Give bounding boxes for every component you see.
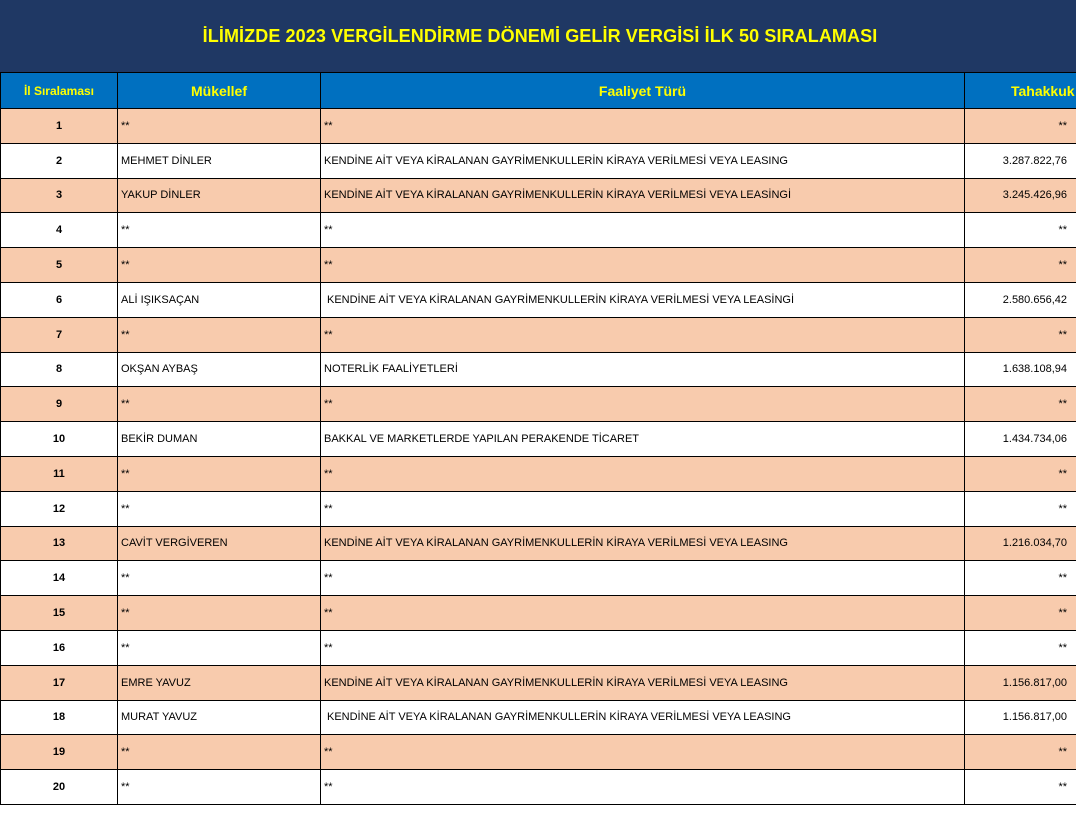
activity-cell[interactable]: **: [321, 109, 965, 144]
amount-cell[interactable]: **: [965, 317, 1076, 352]
rank-cell[interactable]: 12: [1, 491, 118, 526]
taxpayer-cell[interactable]: ALİ IŞIKSAÇAN: [118, 282, 321, 317]
taxpayer-cell[interactable]: **: [118, 735, 321, 770]
table-row: [1, 143, 1076, 178]
activity-cell[interactable]: **: [321, 317, 965, 352]
amount-cell[interactable]: 1.434.734,06: [965, 422, 1076, 457]
table-row: [1, 735, 1076, 770]
table-row: [1, 178, 1076, 213]
activity-cell[interactable]: KENDİNE AİT VEYA KİRALANAN GAYRİMENKULLERİN KİRAYA VERİLMESİ VEYA LEASİNGİ: [321, 178, 965, 213]
taxpayer-cell[interactable]: MURAT YAVUZ: [118, 700, 321, 735]
amount-cell[interactable]: **: [965, 770, 1076, 805]
amount-cell[interactable]: **: [965, 109, 1076, 144]
table-row: [1, 282, 1076, 317]
rank-cell[interactable]: 20: [1, 770, 118, 805]
table-row: [1, 352, 1076, 387]
activity-cell[interactable]: **: [321, 630, 965, 665]
rank-cell[interactable]: 14: [1, 561, 118, 596]
activity-cell[interactable]: **: [321, 387, 965, 422]
taxpayer-cell[interactable]: **: [118, 213, 321, 248]
amount-cell[interactable]: **: [965, 596, 1076, 631]
rank-cell[interactable]: 1: [1, 109, 118, 144]
taxpayer-cell[interactable]: **: [118, 596, 321, 631]
rank-cell[interactable]: 6: [1, 282, 118, 317]
activity-cell[interactable]: **: [321, 248, 965, 283]
activity-cell[interactable]: KENDİNE AİT VEYA KİRALANAN GAYRİMENKULLERİN KİRAYA VERİLMESİ VEYA LEASING: [321, 665, 965, 700]
rank-cell[interactable]: 9: [1, 387, 118, 422]
table-row: [1, 317, 1076, 352]
activity-cell[interactable]: **: [321, 456, 965, 491]
amount-cell[interactable]: 1.216.034,70: [965, 526, 1076, 561]
taxpayer-cell[interactable]: **: [118, 109, 321, 144]
table-row: [1, 561, 1076, 596]
rank-cell[interactable]: 17: [1, 665, 118, 700]
table-body: [1, 109, 1076, 805]
table-row: [1, 213, 1076, 248]
amount-cell[interactable]: **: [965, 630, 1076, 665]
table-row: [1, 700, 1076, 735]
taxpayer-cell[interactable]: **: [118, 248, 321, 283]
activity-cell[interactable]: **: [321, 735, 965, 770]
table-row: [1, 665, 1076, 700]
rank-cell[interactable]: 11: [1, 456, 118, 491]
activity-cell[interactable]: KENDİNE AİT VEYA KİRALANAN GAYRİMENKULLERİN KİRAYA VERİLMESİ VEYA LEASING: [321, 526, 965, 561]
taxpayer-cell[interactable]: OKŞAN AYBAŞ: [118, 352, 321, 387]
header-amount: Tahakkuk: [965, 73, 1076, 109]
taxpayer-cell[interactable]: YAKUP DİNLER: [118, 178, 321, 213]
amount-cell[interactable]: 3.287.822,76: [965, 143, 1076, 178]
table-row: [1, 248, 1076, 283]
amount-cell[interactable]: **: [965, 213, 1076, 248]
taxpayer-cell[interactable]: **: [118, 561, 321, 596]
amount-cell[interactable]: **: [965, 248, 1076, 283]
header-taxpayer: Mükellef: [118, 73, 321, 109]
table-row: [1, 630, 1076, 665]
taxpayer-cell[interactable]: **: [118, 491, 321, 526]
page-title: İLİMİZDE 2023 VERGİLENDİRME DÖNEMİ GELİR VERGİSİ İLK 50 SIRALAMASI: [202, 25, 878, 46]
table-row: [1, 387, 1076, 422]
header-rank: İl Sıralaması: [1, 73, 118, 109]
taxpayer-cell[interactable]: **: [118, 630, 321, 665]
rank-cell[interactable]: 10: [1, 422, 118, 457]
table-row: [1, 491, 1076, 526]
taxpayer-cell[interactable]: **: [118, 456, 321, 491]
amount-cell[interactable]: **: [965, 456, 1076, 491]
rank-cell[interactable]: 18: [1, 700, 118, 735]
activity-cell[interactable]: KENDİNE AİT VEYA KİRALANAN GAYRİMENKULLERİN KİRAYA VERİLMESİ VEYA LEASİNGİ: [321, 282, 965, 317]
rank-cell[interactable]: 19: [1, 735, 118, 770]
rank-cell[interactable]: 8: [1, 352, 118, 387]
activity-cell[interactable]: KENDİNE AİT VEYA KİRALANAN GAYRİMENKULLERİN KİRAYA VERİLMESİ VEYA LEASING: [321, 700, 965, 735]
activity-cell[interactable]: **: [321, 770, 965, 805]
activity-cell[interactable]: **: [321, 596, 965, 631]
rank-cell[interactable]: 4: [1, 213, 118, 248]
ranking-table: [0, 72, 1076, 805]
rank-cell[interactable]: 5: [1, 248, 118, 283]
amount-cell[interactable]: 3.245.426,96: [965, 178, 1076, 213]
rank-cell[interactable]: 15: [1, 596, 118, 631]
rank-cell[interactable]: 13: [1, 526, 118, 561]
amount-cell[interactable]: 1.156.817,00: [965, 665, 1076, 700]
table-row: [1, 770, 1076, 805]
taxpayer-cell[interactable]: EMRE YAVUZ: [118, 665, 321, 700]
rank-cell[interactable]: 7: [1, 317, 118, 352]
taxpayer-cell[interactable]: CAVİT VERGİVEREN: [118, 526, 321, 561]
taxpayer-cell[interactable]: BEKİR DUMAN: [118, 422, 321, 457]
activity-cell[interactable]: **: [321, 213, 965, 248]
activity-cell[interactable]: **: [321, 491, 965, 526]
activity-cell[interactable]: **: [321, 561, 965, 596]
taxpayer-cell[interactable]: MEHMET DİNLER: [118, 143, 321, 178]
table-row: [1, 456, 1076, 491]
taxpayer-cell[interactable]: **: [118, 770, 321, 805]
table-row: [1, 596, 1076, 631]
taxpayer-cell[interactable]: **: [118, 317, 321, 352]
amount-cell[interactable]: 1.156.817,00: [965, 700, 1076, 735]
amount-cell[interactable]: 1.638.108,94: [965, 352, 1076, 387]
taxpayer-cell[interactable]: **: [118, 387, 321, 422]
header-activity: Faaliyet Türü: [321, 73, 965, 109]
table-row: [1, 109, 1076, 144]
rank-cell[interactable]: 2: [1, 143, 118, 178]
amount-cell[interactable]: **: [965, 735, 1076, 770]
table-header-row: [1, 73, 1076, 109]
rank-cell[interactable]: 16: [1, 630, 118, 665]
table-row: [1, 526, 1076, 561]
title-banner: [0, 0, 1076, 72]
activity-cell[interactable]: KENDİNE AİT VEYA KİRALANAN GAYRİMENKULLERİN KİRAYA VERİLMESİ VEYA LEASING: [321, 143, 965, 178]
table-row: [1, 422, 1076, 457]
amount-cell[interactable]: **: [965, 491, 1076, 526]
amount-cell[interactable]: **: [965, 387, 1076, 422]
amount-cell[interactable]: 2.580.656,42: [965, 282, 1076, 317]
amount-cell[interactable]: **: [965, 561, 1076, 596]
rank-cell[interactable]: 3: [1, 178, 118, 213]
activity-cell[interactable]: NOTERLİK FAALİYETLERİ: [321, 352, 965, 387]
activity-cell[interactable]: BAKKAL VE MARKETLERDE YAPILAN PERAKENDE TİCARET: [321, 422, 965, 457]
